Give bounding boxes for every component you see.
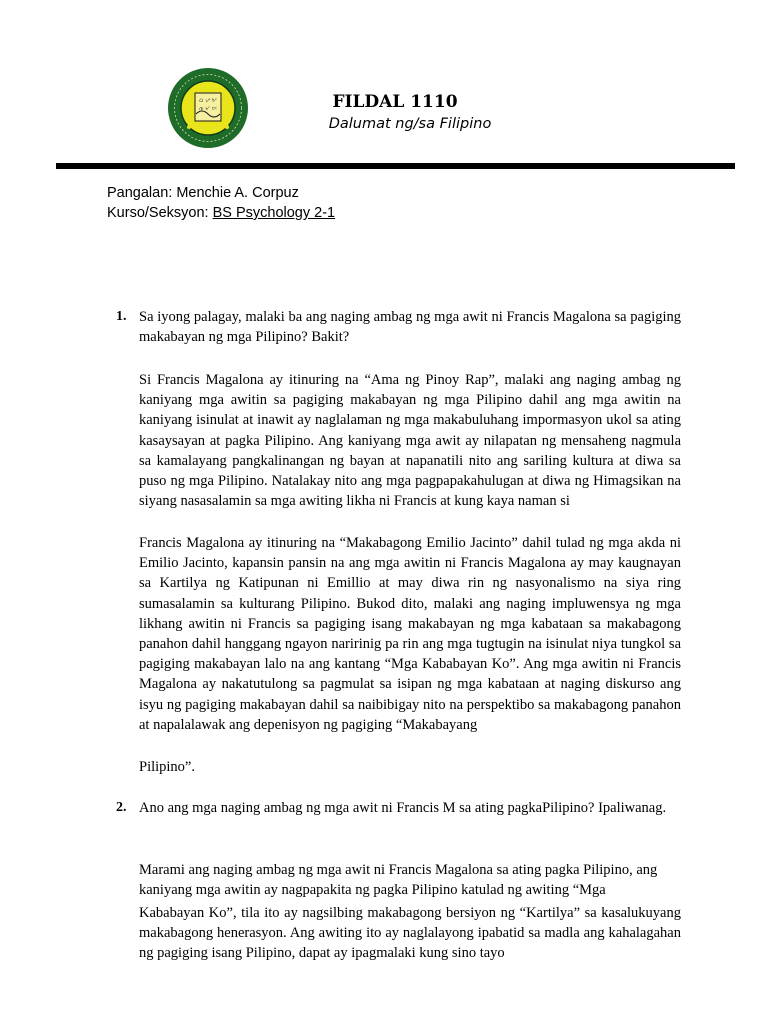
section-value: BS Psychology 2-1 [212, 205, 336, 221]
question-prompt: Ano ang mga naging ambag ng mga awit ni Francis M sa ating pagkaPilipino? Ipaliwanag. [139, 800, 667, 816]
name-value: Menchie A. Corpuz [176, 185, 299, 201]
university-seal-icon [167, 67, 249, 149]
svg-text:ᜊ ᜌ ᜀ: ᜊ ᜌ ᜀ [199, 98, 217, 104]
answer-paragraph: Kababayan Ko”, tila ito ay nagsilbing makabagong bersiyon ng “Kartilya” sa kasalukuyang makabagong henerasyon. Ang awiting ito ay naglalayong ipabatid sa madla ang kahalagahan ng pagiging isang Pilipino, dapat ay ipagmalaki kung sino tayo [139, 905, 681, 962]
question-number: 1. [116, 309, 127, 324]
answer-paragraph: Si Francis Magalona ay itinuring na “Ama ng Pinoy Rap”, malaki ang naging ambag ng kaniyang mga awitin sa pagiging makabayan ng mga Pilipino dahil ang mga awitin na kaniyang isinulat at inawit ay naglalaman ng mga makabuluhang impormasyon ukol sa ating kasaysayan at pagka Pilipino. Ang kaniyang mga awit ay nilapatan ng mensaheng nagmula sa kamalayang pangkalinangan ng bayan at napanatili nito ang sariling kultura at diwa sa puso ng mga Pilipino. Natalakay nito ang mga pagpapakahulugan at diwa ng Himagsikan na siyang nasasalamin sa mga awiting likha ni Francis at kung kaya naman si [139, 372, 681, 510]
answer-paragraph: Marami ang naging ambag ng mga awit ni Francis Magalona sa ating pagka Pilipino, ang kaniyang mga awitin ay nagpapakita ng pagka Pilipino katulad ng awiting “Mga [139, 862, 658, 899]
svg-text:ᜈ ᜋ ᜇ: ᜈ ᜋ ᜇ [199, 106, 217, 112]
course-title: Dalumat ng/sa Filipino [328, 116, 492, 132]
question-prompt: Sa iyong palagay, malaki ba ang naging ambag ng mga awit ni Francis Magalona sa pagiging makabayan ng mga Pilipino? Bakit? [139, 309, 681, 346]
question-number: 2. [116, 800, 127, 815]
name-label: Pangalan: [107, 185, 173, 201]
student-section-line [107, 205, 335, 221]
course-code: FILDAL 1110 [332, 92, 458, 112]
student-name-line [107, 185, 299, 201]
header-divider [56, 163, 735, 169]
section-label: Kurso/Seksyon: [107, 205, 209, 221]
answer-paragraph: Francis Magalona ay itinuring na “Makabagong Emilio Jacinto” dahil tulad ng mga akda ni Emilio Jacinto, kapansin pansin na ang mga awitin ni Francis Magalona ay may kaugnayan sa Kartilya ng Katipunan ni Emillio at may diwa rin ng nasyonalismo na siya ring sumasalamin sa kulturang Pilipino. Bukod dito, malaki ang naging impluwensya ng mga likhang awitin ni Francis sa pagiging isang makabayan ng mga kabataan sa makabagong panahon dahil hanggang ngayon naririnig pa rin ang mga tugtugin na isinulat niya tungkol sa pagiging makabayan lalo na ang kantang “Mga Kababayan Ko”. Ang mga awitin ni Francis Magalona ay nakatutulong sa pagmulat sa isipan ng mga kabataan at naging diskurso ang isyu ng pagiging makabayan dahil sa naibibigay nito na perspektibo sa makabagong panahon at napalalawak ang depenisyon ng pagiging “Makabayang [139, 535, 681, 733]
answer-paragraph: Pilipino”. [139, 759, 195, 775]
